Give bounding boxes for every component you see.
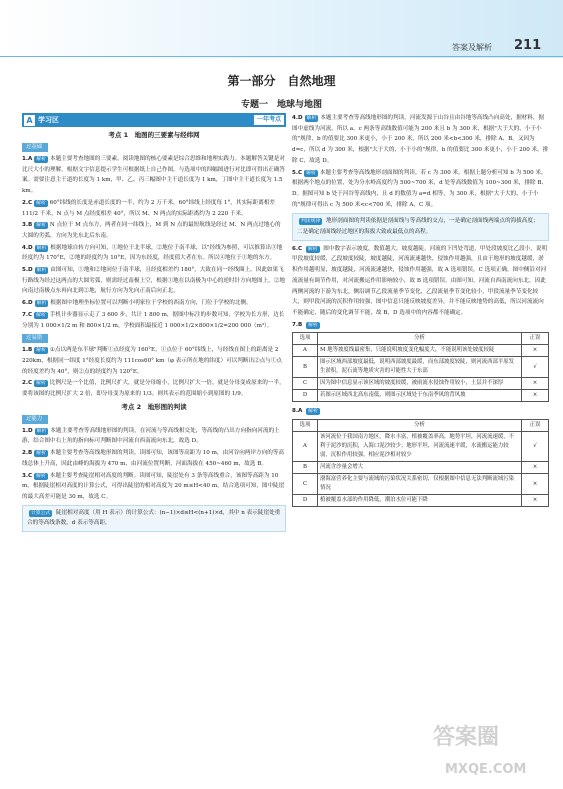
table-cell: × xyxy=(522,474,549,495)
analysis-tag: 解析 xyxy=(36,157,46,162)
answer-text: 根据地球自转方向可知，①地位于北半球，②地位于南半球，以"经线为参照，可以推算出③地经度约为 170°E，②地的经度约为 10°E，因为东经度，经度值大者在东。所以④地位于①地的东方。 xyxy=(22,244,283,262)
table-cell: M 地等坡度线最密集，只能说明坡度变化幅度大，不能说明该处坡度较陡 xyxy=(318,345,522,357)
answer-number: 7.B xyxy=(292,321,303,328)
table-header-cell: 选项 xyxy=(293,420,318,432)
analysis-tag: 解析 xyxy=(36,200,46,206)
answer-text: 本题主要考查等高线地形剖面图的判读。若 c 为 300 米，根据上题分析可知 b 为 500 米，根据两个地点的位置，处为分水岭高度约为 500~700 米，d 处等高线数值为 100~300 米，排除 B、D。据图可知 b 处于河谷等高线内，且 d 的数值为 a=d 相等，为 300 米，根据"大于大的，小于小的"规律可得出 c 为 500 米<c<700 米，排除 A、C 项。 xyxy=(292,169,548,208)
analysis-tag: 解析 xyxy=(36,451,46,457)
table-cell: A xyxy=(293,432,318,462)
analysis-tag: 解析 xyxy=(36,223,46,229)
table-cell: × xyxy=(522,390,549,402)
answer-item xyxy=(22,310,286,331)
knowledge-point-1: 考点 1 地图的三要素与经纬网 xyxy=(108,131,200,139)
analysis-tag: 解析 xyxy=(308,409,318,415)
analysis-tag: 解析 xyxy=(306,116,317,121)
answer-number: 5.C xyxy=(292,169,303,176)
table-cell: 河流含沙量会增大 xyxy=(318,462,522,474)
answer-number: 1.D xyxy=(22,427,33,434)
part-title: 第一部分 自然地理 xyxy=(227,74,336,88)
tip-label: 判读规律 xyxy=(301,219,321,225)
table-cell: × xyxy=(522,345,549,357)
table-row xyxy=(293,390,549,402)
answer-item xyxy=(22,298,286,309)
table-header-row xyxy=(293,333,549,345)
answer-list-errors xyxy=(22,345,286,400)
answer-number: 3.B xyxy=(22,222,33,229)
answer-item xyxy=(22,426,286,447)
table-cell: × xyxy=(522,462,549,474)
table-cell: × xyxy=(522,378,549,390)
study-zone-banner xyxy=(22,113,286,127)
formula-label: 计算公式 xyxy=(31,510,51,516)
answer-text: ①点以两是东半球"判断①点经度为 160°E，①点位于 60°纬线上，与经线在图上的距离是 2 220km，根据同一纬度 1°经度长度约为 111cos60° km（φ 表示所在地的纬度）可以判断出②点与①点的经度差约为 40°，则②点的经度约为 120°E。 xyxy=(22,347,283,375)
analysis-tag: 解析 xyxy=(306,170,316,176)
answer-item xyxy=(22,220,286,241)
analysis-tag: 解析 xyxy=(36,428,47,434)
answer-number: 3.C xyxy=(22,472,33,479)
table-cell: 因为图中信息显示该区域的坡度较缓，被雨流水侵蚀作用较小，土层并不深厚 xyxy=(318,378,522,390)
answer-number: 2.B xyxy=(22,450,33,457)
answer-text: 由图可知，①地和②地同位于南半球，且经度相差约 180°，大致在同一经线圈上。因此如果飞行路线为经过这两点的大圆劣弧，则需经过南极上空，根据①地在以南极为中心的逆时针方向地图上，②地向南过南极点东再向北到②地，航行方向为先向正南后向正北。 xyxy=(22,267,285,295)
answer-item xyxy=(22,154,286,197)
table-row xyxy=(293,432,549,462)
answer-item xyxy=(22,448,286,469)
table-cell: D xyxy=(293,390,318,402)
banner-right-label: 一年考点 xyxy=(254,115,284,125)
formula-box xyxy=(22,505,286,532)
table-cell: × xyxy=(522,495,549,507)
analysis-table-7 xyxy=(292,332,549,402)
table-cell: √ xyxy=(522,357,549,378)
section-tag-ability: 过能力 xyxy=(22,415,48,424)
table-header-cell: 正误 xyxy=(522,420,549,432)
answer-number: 2.C xyxy=(22,199,33,206)
answer-list-right xyxy=(292,113,549,210)
table-cell: √ xyxy=(522,432,549,462)
table-row xyxy=(293,474,549,495)
analysis-tag: 解析 xyxy=(36,268,47,274)
section-tag-basic: 过基础 xyxy=(22,143,48,152)
analysis-tag: 解析 xyxy=(308,322,318,328)
tip-text: 地形剖面图的判读依据是剖面线与等高线的交点，一是确定剖面线两端点的海拔高度；二是确定剖面线经过地区的海拔大致或最低点的高程。 xyxy=(297,218,539,236)
answer-text: 本题主要考查地图的三要素。阅读地图的核心要素是综合思维和地理实践力。本题解答关键是对比尺大小的理解，根据文字信息提示学生可根据纸上自己作图，与选项中的四幅图进行对比即可得出正确答案。需要注意主干道的长度为 1 km，甲、乙、丙三幅图中主干道长度为 1 km，丁图中主干道长度为 1.5 km。 xyxy=(22,156,285,195)
answer-number: 8.A xyxy=(292,408,303,415)
table-header-cell: 正误 xyxy=(522,333,549,345)
page-header xyxy=(0,0,563,58)
answer-list-ability xyxy=(22,426,286,503)
analysis-tag: 解析 xyxy=(36,381,46,387)
answer-item xyxy=(292,320,549,331)
analysis-tag: 解析 xyxy=(36,301,47,307)
table-row xyxy=(293,378,549,390)
answer-number: 4.D xyxy=(292,115,303,121)
table-cell: 植被覆盖水部的作用降低，潮泊水位可能下降 xyxy=(318,495,522,507)
answer-text: 比例尺是一个比值，比例尺扩大，就是分母缩小，比例尺扩大一倍，就是分母变成原来的一半，要将该图的比例尺扩大 2 倍，即分母变为原来的 1/3。则其表示的范围缩小到原图的 1/9。 xyxy=(22,380,285,398)
answer-text: 手机计步器显示走了 3 600 步，共计 1 800 m，据图中标注的步数可知，学校为长方形，边长分别为 1 000×1/2 m 和 800×1/2 m，学校面积最接近 1 000×1/2×800×1/2=200 000（m²）。 xyxy=(22,311,285,329)
table-row xyxy=(293,495,549,507)
answer-text: 60°纬线的长度是赤道长度的一半，约为 2 万千米，60°纬线上经度每 1°，其实际距离相差 111/2 千米，N 点与 M 点经度相差 40°，所以 M、N 两点的实际距离约为 2 220 千米。 xyxy=(22,199,276,217)
right-column xyxy=(292,113,549,511)
analysis-table-8 xyxy=(292,419,549,507)
analysis-tag: 解析 xyxy=(307,246,318,252)
table-cell: C xyxy=(293,474,318,495)
table-row xyxy=(293,357,549,378)
answer-text: 本题主要考查等高线地形图的判读。河流发源于山谷且由谷地等高线凸向高处，据材料，据图中虚线为河流，所以 a、c 两条等高线数值可能为 200 米且 b 为 300 米，根据"大于大的、小于小的"规律，b 的值要比 300 米更小，小于 200 米，所以 200 米<b<300 米，排除 A、B。又因为 d=c，所以 d 为 300 米，根据"大于大的、小于小的"规律，b 的值要比 300 米更小，小于 200 米，排除 C，故选 D。 xyxy=(292,115,549,164)
answer-item xyxy=(22,265,286,297)
answer-number: 4.D xyxy=(22,244,33,251)
answer-list-basic xyxy=(22,154,286,331)
table-cell: C xyxy=(293,378,318,390)
answer-item xyxy=(292,406,549,417)
answer-number: 5.D xyxy=(22,267,33,274)
answer-text: N 点位于 M 点东方，两者在同一纬线上，M 到 N 点的最短航线是经过 M、N 两点过地心的大圆的劣弧，方向为先东北后东南。 xyxy=(22,222,281,239)
answer-number: 7.C xyxy=(22,311,33,318)
analysis-tag: 解析 xyxy=(36,473,46,479)
answer-item xyxy=(292,113,549,167)
table-header-cell: 分析 xyxy=(318,420,522,432)
answer-item xyxy=(22,243,286,264)
answer-number: 1.A xyxy=(22,156,33,162)
banner-label: 学习区 xyxy=(38,116,59,124)
header-title: 答案及解析 xyxy=(452,43,492,52)
answer-number: 1.B xyxy=(22,347,33,354)
analysis-tag: 解析 xyxy=(36,245,47,251)
table-row xyxy=(293,462,549,474)
answer-text: 图中数字表示坡度，数值越大，坡度越陡。河流的下凹处弯道，甲处段坡度比乙段小，说明甲段坡度较缓，乙段坡度较陡，坡度越陡，河流流速越快，侵蚀作用越强，且由于地形的坡度越缓，淤积作用越明显，坡度越陡，河流流速越快，侵蚀作用越强，故 A 选项错误，C 选项正确。图中侧沿对河流流量有调节作用，对河流搬运作用影响较小，故 B 选项错误。由图可知，河流自西南流向东北，因此两侧河流的下游为东北，侧沿调节乙段流量季节变化，乙段流量季节变化较小，甲段流量季节变化较大，则甲段河流的沉积作用较强，图中信息只能反映坡度差异，并不能反映地势的高低，所以河流流向不能确定，随后的变化调节不能，故 B、D 选项中的内容都不能确定。 xyxy=(292,245,548,316)
knowledge-point-2: 考点 2 地形图的判读 xyxy=(121,402,187,411)
watermark-logo: 答案圈 xyxy=(433,725,500,750)
answer-text: 本题主要考查等高线地形图的判读。读图可知，该图等高距为 10 m，由河谷向两岸方向的等高线总体上升高，因此由峰的海拔为 470 m，由河流位置判断，河面海拔在 450~460 m，故选 B。 xyxy=(22,450,285,467)
answer-item xyxy=(292,168,549,211)
banner-icon: A xyxy=(24,115,35,126)
table-header-cell: 选项 xyxy=(293,333,318,345)
table-cell: D xyxy=(293,495,318,507)
answer-text: 根据图中地理坐标位置可以判断小明家位于学校的西南方向，门位于学校的北侧。 xyxy=(50,300,252,307)
header-rule xyxy=(0,56,563,57)
table-cell: 该河流位于我国南方地区，降水丰富，植被覆盖率高，地势平坦，河流流速缓，不利于泥沙的沉积，入海口泥沙较少；地形平坦，河流流速平缓，水流搬运能力较弱，沉积作用较强，相应泥沙相对较少 xyxy=(318,432,522,462)
answer-item xyxy=(22,471,286,503)
topic-title: 专题一 地球与地图 xyxy=(240,100,322,110)
watermark-url: MXQE.COM xyxy=(445,762,527,777)
table-row xyxy=(293,345,549,357)
table-header-cell: 分析 xyxy=(318,333,522,345)
table-header-row xyxy=(293,420,549,432)
table-cell: B xyxy=(293,462,318,474)
table-cell: 若图示区域西北高东南低，则图示区域处于东南季风的背风坡 xyxy=(318,390,522,402)
answer-item xyxy=(22,345,286,377)
table-cell: A xyxy=(293,345,318,357)
answer-number: 6.C xyxy=(292,245,303,252)
analysis-tag: 解析 xyxy=(36,312,46,318)
answer-item xyxy=(22,378,286,399)
answer-number: 6.D xyxy=(22,300,33,307)
analysis-tag: 解析 xyxy=(36,348,46,354)
page-number: 211 xyxy=(514,38,542,53)
section-tag-errors: 过易错 xyxy=(22,334,48,343)
formula-text: 陡崖相对高度（用 H 表示）的计算公式：(n−1)×d≤H<(n+1)×d，其中 n 表示陡崖处重合的等高线条数，d 表示等高距。 xyxy=(27,509,281,527)
answer-item xyxy=(22,198,286,219)
answer-item xyxy=(292,244,549,319)
tip-box xyxy=(292,213,549,240)
table-cell: 渤海富营养化主要与流域的污染状况关系密切，仅根据图中信息无法判断流域污染情况 xyxy=(318,474,522,495)
table-cell: 图示区域西部坡度最低，说明西部坡度最缓，而东部坡度较陡，则河流西部平原发生淤积，泥石流等地质灾害的可能性大于东部 xyxy=(318,357,522,378)
answer-text: 本题主要考查陡崖相对高度的判断。读图可知，陡崖处有 3 条等高线重合，该图等高距为 10 m，根据陡崖相对高度的计算公式，可得出陡崖的相对高度为 20 m≤H<40 m，结合选项可知，图中陡崖的最大高差可能是 30 m，故选 C。 xyxy=(22,472,285,500)
answer-text: 本题主要考查等高线地形图的判读。在河流与等高线相交处，等高线的凸出方向指向河流的上游，结合图中右上角的指向标可判断图中河流自西南流向东北，故选 D。 xyxy=(22,427,280,445)
table-cell: B xyxy=(293,357,318,378)
left-column xyxy=(22,113,286,534)
answer-number: 2.C xyxy=(22,380,33,387)
